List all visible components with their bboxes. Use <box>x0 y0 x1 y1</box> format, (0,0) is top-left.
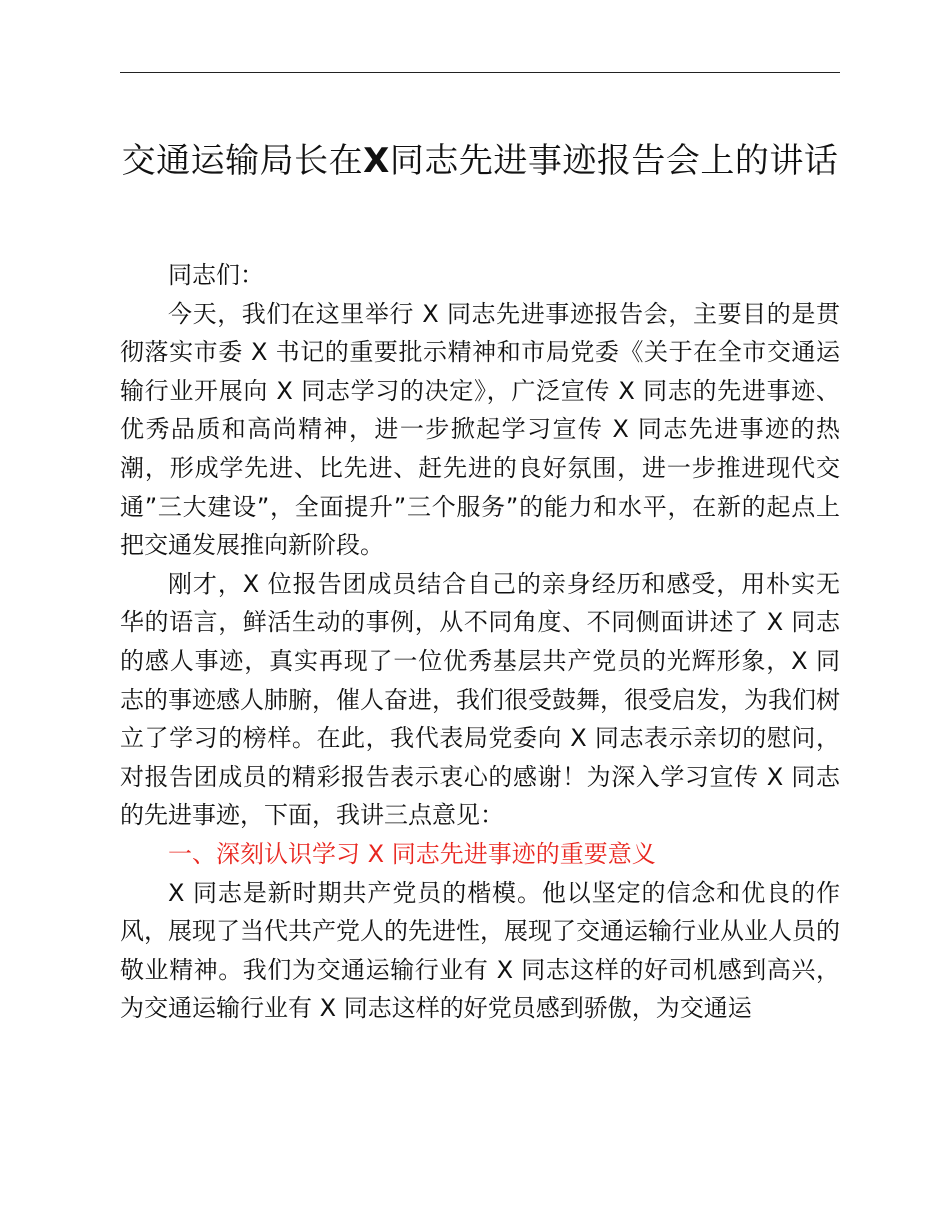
header-rule <box>120 72 840 73</box>
salutation: 同志们： <box>168 261 264 289</box>
title-prefix: 交通运输局长在 <box>121 141 364 181</box>
paragraph-report: 刚才，X 位报告团成员结合自己的亲身经历和感受，用朴实无华的语言，鲜活生动的事例，从不同角度、不同侧面讲述了 X 同志的感人事迹，真实再现了一位优秀基层共产党员的光辉形象，X 同志的事迹感人肺腑，催人奋进，我们很受鼓舞，很受启发，为我们树立了学习的榜样。在此，我代表局党委向 X 同志表示亲切的慰问，对报告团成员的精彩报告表示衷心的感谢！为深入学习宣传 X 同志的先进事迹，下面，我讲三点意见： <box>120 569 840 830</box>
title-x: X <box>363 141 390 181</box>
section-paragraph: X 同志是新时期共产党员的楷模。他以坚定的信念和优良的作风，展现了当代共产党人的先进性，展现了交通运输行业从业人员的敬业精神。我们为交通运输行业有 X 同志这样的好司机感到高兴，为交通运输行业有 X 同志这样的好党员感到骄傲，为交通运 <box>120 878 840 1023</box>
paragraph-intro: 今天，我们在这里举行 X 同志先进事迹报告会，主要目的是贯彻落实市委 X 书记的重要批示精神和市局党委《关于在全市交通运输行业开展向 X 同志学习的决定》，广泛宣传 X 同志的先进事迹、优秀品质和高尚精神，进一步掀起学习宣传 X 同志先进事迹的热潮，形成学先进、比先进、赶先进的良好氛围，进一步推进现代交通”三大建设”，全面提升”三个服务”的能力和水平，在新的起点上把交通发展推向新阶段。 <box>120 299 840 560</box>
document-body <box>120 256 840 1028</box>
section-heading: 一、深刻认识学习 X 同志先进事迹的重要意义 <box>168 839 656 868</box>
document-title <box>120 136 840 186</box>
title-suffix: 同志先进事迹报告会上的讲话 <box>389 141 839 181</box>
